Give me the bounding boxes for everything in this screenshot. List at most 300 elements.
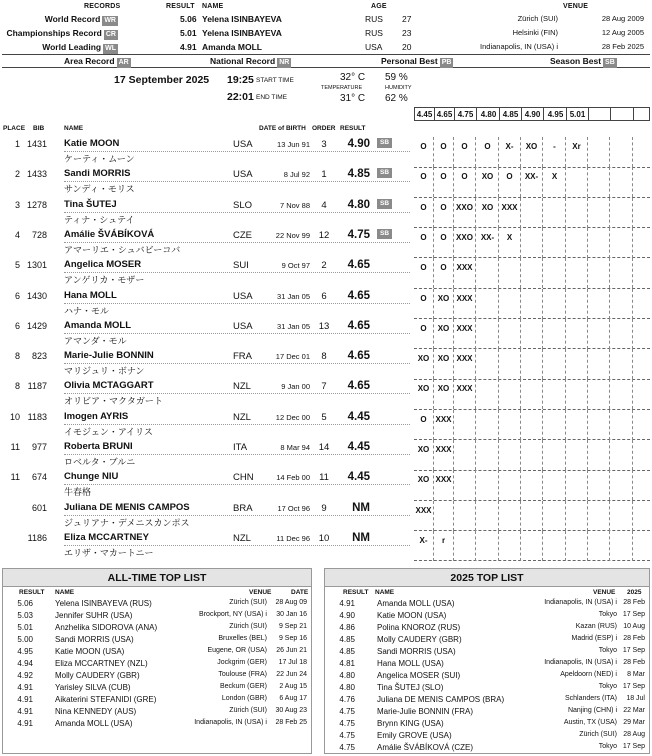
- season-best-badge: SB: [377, 138, 392, 148]
- athlete-bib: 1431: [26, 139, 47, 149]
- attempt-cell: [588, 258, 610, 288]
- attempt-cell: [477, 319, 499, 349]
- order-col-header: ORDER: [312, 125, 336, 132]
- attempt-cell: [566, 289, 588, 319]
- toplist-date: 17 Sep: [622, 611, 645, 618]
- athlete-name: Imogen AYRIS: [64, 410, 129, 422]
- attempt-cell: [566, 531, 588, 561]
- toplist-name: Molly CAUDERY (GBR): [55, 671, 140, 680]
- athlete-name-japanese: エリザ・マカートニー: [64, 547, 154, 558]
- attempt-cell: [477, 349, 499, 379]
- athlete-place: 2: [14, 169, 20, 180]
- toplist2025-row: [325, 683, 649, 695]
- toplist-name: Juliana DE MENIS CAMPOS (BRA): [377, 695, 505, 704]
- athlete-row: [0, 228, 652, 259]
- attempt-cell: X: [544, 167, 566, 197]
- athlete-country: BRA: [233, 502, 253, 514]
- athlete-country: NZL: [233, 381, 251, 393]
- toplist-date: 22 Mar: [623, 707, 645, 714]
- attempt-cell: [521, 228, 543, 258]
- attempt-cell: [566, 228, 588, 258]
- toplist-result: 5.01: [17, 623, 33, 632]
- alltime-row: [3, 695, 311, 707]
- attempt-cell: O: [414, 258, 434, 288]
- toplist-date: 28 Feb: [623, 635, 645, 642]
- athlete-bib: 601: [31, 502, 47, 513]
- toplist-result: 4.85: [339, 635, 355, 644]
- humidity-end: 62 %: [385, 93, 408, 104]
- record-venue: Zürich (SUI): [517, 14, 558, 23]
- athlete-name: Hana MOLL: [64, 289, 117, 301]
- athlete-place: 11: [10, 442, 20, 452]
- toplist2025-row: [325, 611, 649, 623]
- attempt-cell: O: [454, 137, 476, 167]
- name-col-header: NAME: [64, 125, 84, 132]
- attempt-cell: [633, 501, 652, 531]
- record-tag: WR: [104, 17, 116, 24]
- attempt-cell: [566, 349, 588, 379]
- toplist-date: 18 Jul: [626, 695, 645, 702]
- athlete-order: 9: [321, 502, 327, 514]
- toplist-date: 28 Aug 09: [275, 599, 307, 606]
- toplist-result: 4.75: [339, 719, 355, 728]
- athlete-name: Katie MOON: [64, 138, 120, 149]
- record-label: [6, 28, 118, 40]
- name-divider: [64, 151, 410, 152]
- alltime-row: [3, 599, 311, 611]
- record-label: [45, 14, 118, 26]
- toplist-venue: London (GBR): [221, 695, 267, 702]
- attempt-cell: XO: [414, 440, 434, 470]
- attempt-cell: XXX: [434, 470, 454, 500]
- toplist-name: Molly CAUDERY (GBR): [377, 635, 462, 644]
- toplist-venue: Bruxelles (BEL): [218, 635, 267, 642]
- attempt-cell: [588, 289, 610, 319]
- attempt-cell: [566, 258, 588, 288]
- athlete-bib: 1278: [26, 199, 47, 210]
- legend-season-tag: SB: [605, 59, 615, 66]
- attempt-cell: [588, 228, 610, 258]
- attempt-cell: [544, 319, 566, 349]
- athlete-name-japanese: イモジェン・アイリス: [64, 426, 153, 437]
- dob-col-header: DATE of BIRTH: [259, 125, 306, 132]
- attempt-cell: XXX: [454, 319, 476, 349]
- toplist-name: Katie MOON (USA): [55, 647, 125, 656]
- athlete-name: Juliana DE MENIS CAMPOS: [64, 501, 190, 513]
- toplist-name: Polina KNOROZ (RUS): [377, 623, 461, 632]
- athlete-place: 8: [14, 351, 20, 362]
- athlete-country: USA: [233, 139, 253, 150]
- attempt-cell: [454, 501, 476, 531]
- athlete-row: [0, 531, 652, 562]
- attempts-grid: [414, 531, 650, 562]
- toplist-date: 17 Sep: [622, 743, 645, 750]
- attempt-cell: O: [434, 167, 454, 197]
- record-name: Yelena ISINBAYEVA: [202, 28, 282, 38]
- attempt-cell: XXX: [454, 258, 476, 288]
- toplist2025-row: [325, 635, 649, 647]
- toplist-venue: Apeldoorn (NED) i: [560, 671, 617, 678]
- attempt-cell: XO: [434, 319, 454, 349]
- attempt-cell: [633, 228, 652, 258]
- toplist-result: 5.00: [17, 635, 33, 644]
- attempt-cell: O: [414, 228, 434, 258]
- toplist-date: 30 Aug 23: [275, 707, 307, 714]
- attempt-cell: [633, 167, 652, 197]
- toplist-name: Angelica MOSER (SUI): [377, 671, 461, 680]
- athlete-row: [0, 410, 652, 441]
- athlete-name-japanese: オリビア・マクタガート: [64, 396, 163, 407]
- athlete-name: Marie-Julie BONNIN: [64, 350, 154, 362]
- toplist-result: 4.92: [17, 671, 33, 680]
- athlete-bib: 1430: [26, 290, 47, 301]
- attempt-cell: [633, 440, 652, 470]
- legend-area-record: [64, 56, 131, 68]
- athlete-dob: 7 Nov 88: [279, 200, 310, 210]
- toplist-venue: Tokyo: [598, 611, 617, 618]
- toplist-name: Tina ŠUTEJ (SLO): [377, 683, 444, 692]
- attempt-cell: XO: [477, 167, 499, 197]
- attempt-cell: [499, 531, 521, 561]
- athlete-result: 4.65: [347, 259, 370, 272]
- height-bar-blank: [634, 108, 652, 121]
- alltime-row: [3, 611, 311, 623]
- athlete-result: NM: [352, 531, 370, 544]
- athlete-bib: 1429: [26, 320, 47, 331]
- athlete-result: 4.85: [347, 168, 370, 181]
- toplist-venue: Tokyo: [598, 743, 617, 750]
- attempt-cell: [521, 198, 543, 228]
- toplist-venue-header: VENUE: [593, 589, 616, 596]
- attempt-cell: [611, 410, 633, 440]
- athlete-row: [0, 470, 652, 501]
- attempt-cell: [611, 228, 633, 258]
- toplist-name: Marie-Julie BONNIN (FRA): [377, 707, 474, 716]
- attempt-cell: [611, 289, 633, 319]
- toplist-venue: Indianapolis, IN (USA) i: [194, 719, 267, 726]
- alltime-row: [3, 647, 311, 659]
- athlete-result: 4.45: [347, 441, 370, 453]
- toplist-date: 28 Aug: [623, 731, 645, 738]
- attempt-cell: O: [414, 198, 434, 228]
- alltime-row: [3, 683, 311, 695]
- attempt-cell: [566, 198, 588, 228]
- name-divider: [64, 303, 410, 304]
- alltime-row: [3, 659, 311, 671]
- athlete-order: 7: [321, 381, 327, 393]
- attempt-cell: XX-: [521, 167, 543, 197]
- attempt-cell: XO: [414, 379, 434, 409]
- attempt-cell: [499, 319, 521, 349]
- venue-col-label: VENUE: [563, 3, 589, 10]
- attempt-cell: [544, 501, 566, 531]
- attempt-cell: [588, 137, 610, 167]
- attempt-cell: [611, 167, 633, 197]
- place-col-header: PLACE: [3, 125, 26, 132]
- toplist-result: 4.86: [339, 623, 355, 632]
- toplist-name: Hana MOLL (USA): [377, 659, 444, 668]
- name-divider: [64, 363, 410, 364]
- attempt-cell: [454, 440, 476, 470]
- end-time-label: END TIME: [256, 94, 287, 101]
- athlete-bib: 674: [31, 472, 47, 483]
- attempt-cell: [633, 289, 652, 319]
- athlete-country: USA: [233, 320, 253, 332]
- athlete-bib: 1186: [27, 532, 47, 543]
- legend-season-label: Season Best: [550, 56, 602, 66]
- height-bar-4.75: 4.75: [455, 108, 477, 121]
- record-row: [0, 26, 652, 40]
- athlete-name-japanese: ケーティ・ムーン: [64, 154, 135, 164]
- athlete-row: [0, 137, 652, 168]
- attempt-cell: [611, 470, 633, 500]
- athlete-country: CHN: [233, 472, 254, 484]
- athlete-order: 2: [321, 260, 327, 272]
- toplist-venue: Beckum (GER): [219, 683, 267, 690]
- attempt-cell: Xr: [566, 137, 588, 167]
- toplist-result: 4.90: [339, 611, 355, 620]
- alltime-date-header: DATE: [291, 589, 309, 596]
- athlete-row: [0, 258, 652, 289]
- attempt-cell: [588, 319, 610, 349]
- attempt-cell: [566, 319, 588, 349]
- attempt-cell: XXO: [454, 228, 476, 258]
- end-time: 22:01: [227, 91, 254, 103]
- athlete-dob: 11 Dec 96: [276, 533, 310, 543]
- toplist-result: 4.80: [339, 671, 355, 680]
- attempt-cell: [499, 379, 521, 409]
- attempt-cell: [566, 167, 588, 197]
- record-label-text: Championships Record: [6, 28, 102, 38]
- athlete-order: 1: [321, 169, 327, 181]
- athlete-bib: 1433: [26, 169, 47, 180]
- attempt-cell: [588, 531, 610, 561]
- attempts-grid: [414, 379, 650, 410]
- attempt-cell: [544, 349, 566, 379]
- attempt-cell: [633, 531, 652, 561]
- athlete-place: 4: [14, 229, 20, 240]
- attempt-cell: [521, 289, 543, 319]
- legend-area-tag: AR: [118, 59, 129, 66]
- alltime-row: [3, 623, 311, 635]
- toplist-venue: Nanjing (CHN) i: [567, 707, 617, 714]
- attempt-cell: [544, 228, 566, 258]
- athlete-name-japanese: アンゲリカ・モザー: [64, 275, 145, 286]
- athlete-name: Olivia MCTAGGART: [64, 380, 154, 392]
- alltime-venue-header: VENUE: [249, 589, 272, 596]
- athlete-place: 8: [14, 381, 20, 392]
- attempt-cell: XO: [414, 349, 434, 379]
- toplist-result: 4.91: [339, 599, 355, 608]
- athlete-order: 10: [318, 532, 330, 544]
- season-best-badge: SB: [377, 168, 392, 178]
- legend-personal-label: Personal Best: [381, 56, 438, 66]
- legend-season-best: [550, 56, 617, 68]
- athlete-dob: 14 Feb 00: [276, 473, 310, 483]
- alltime-title: ALL-TIME TOP LIST: [3, 569, 311, 587]
- record-label-text: World Leading: [42, 42, 102, 52]
- attempt-cell: [611, 440, 633, 470]
- athlete-name-japanese: ティナ・シュテイ: [64, 214, 135, 225]
- athlete-name-japanese: アマンダ・モル: [64, 335, 127, 346]
- toplist2025-row: [325, 731, 649, 743]
- athlete-country: FRA: [233, 351, 252, 363]
- toplist-date: 2 Aug 15: [279, 683, 307, 690]
- toplist2025-row: [325, 695, 649, 707]
- athlete-place: 1: [14, 139, 20, 149]
- toplist-venue: Tokyo: [598, 683, 617, 690]
- attempt-cell: XO: [477, 198, 499, 228]
- attempt-cell: O: [414, 319, 434, 349]
- toplist-date: 9 Sep 16: [278, 635, 307, 642]
- legend-area-label: Area Record: [64, 56, 115, 66]
- height-bar-blank: [589, 108, 611, 121]
- alltime-row: [3, 635, 311, 647]
- attempt-cell: [611, 319, 633, 349]
- toplist-date: 30 Jan 16: [276, 611, 307, 618]
- toplist-date: 9 Sep 21: [278, 623, 307, 630]
- attempt-cell: [566, 470, 588, 500]
- attempt-cell: XXX: [454, 379, 476, 409]
- attempt-cell: [588, 349, 610, 379]
- attempt-cell: [566, 440, 588, 470]
- toplist-date: 28 Feb 25: [275, 719, 307, 726]
- attempt-cell: [633, 349, 652, 379]
- toplist-venue: Zürich (SUI): [229, 707, 267, 714]
- attempt-cell: O: [434, 258, 454, 288]
- athlete-dob: 22 Nov 99: [275, 230, 310, 240]
- attempt-cell: XXX: [454, 289, 476, 319]
- alltime-row: [3, 719, 311, 731]
- record-age: 27: [402, 14, 412, 24]
- athlete-result: NM: [352, 501, 370, 514]
- athlete-row: [0, 289, 652, 320]
- name-divider: [64, 454, 410, 455]
- toplist-result: 4.75: [339, 743, 355, 752]
- toplist-result-header: RESULT: [343, 589, 369, 596]
- attempt-cell: X: [499, 228, 521, 258]
- attempts-grid: [414, 319, 650, 350]
- athlete-row: [0, 319, 652, 350]
- attempt-cell: [521, 258, 543, 288]
- toplist-name: Nina KENNEDY (AUS): [55, 707, 137, 716]
- toplist-2025-title: 2025 TOP LIST: [325, 569, 649, 587]
- athlete-bib: 823: [31, 351, 47, 362]
- athlete-name: Chunge NIU: [64, 471, 119, 483]
- toplist-2025: [324, 568, 650, 754]
- athlete-bib: 1301: [26, 260, 47, 271]
- toplist-name: Amanda MOLL (USA): [55, 719, 133, 728]
- attempt-cell: O: [499, 167, 521, 197]
- toplist2025-row: [325, 671, 649, 683]
- attempts-grid: [414, 167, 650, 198]
- attempt-cell: [633, 258, 652, 288]
- attempt-cell: [544, 410, 566, 440]
- athlete-dob: 9 Jan 00: [281, 382, 310, 392]
- athlete-name: Tina ŠUTEJ: [64, 198, 117, 210]
- attempts-grid: [414, 137, 650, 168]
- attempt-cell: [477, 410, 499, 440]
- toplist-venue: Zürich (SUI): [229, 623, 267, 630]
- record-date: 28 Aug 2009: [601, 14, 644, 23]
- attempt-cell: [499, 501, 521, 531]
- attempts-grid: [414, 349, 650, 380]
- humidity-start: 59 %: [385, 72, 408, 83]
- attempt-cell: [588, 167, 610, 197]
- toplist-name: Sandi MORRIS (USA): [377, 647, 456, 656]
- toplist-date: 17 Jul 18: [278, 659, 307, 666]
- name-divider: [64, 393, 410, 394]
- toplist-date: 26 Jun 21: [276, 647, 307, 654]
- toplist-venue: Eugene, OR (USA): [207, 647, 267, 654]
- legend-personal-tag: PB: [441, 59, 452, 66]
- attempts-grid: [414, 501, 650, 532]
- athlete-name-japanese: ロベルタ・ブルニ: [64, 457, 136, 467]
- record-name: Yelena ISINBAYEVA: [202, 14, 282, 24]
- attempt-cell: [611, 531, 633, 561]
- attempt-cell: XO: [414, 470, 434, 500]
- athlete-bib: 728: [31, 229, 47, 240]
- athlete-result: 4.65: [347, 319, 370, 332]
- attempt-cell: [611, 379, 633, 409]
- athlete-place: 6: [14, 290, 20, 301]
- attempt-cell: [499, 258, 521, 288]
- attempt-cell: XO: [434, 349, 454, 379]
- toplist-result: 4.85: [339, 647, 355, 656]
- toplist2025-row: [325, 707, 649, 719]
- athlete-order: 13: [318, 320, 330, 332]
- attempt-cell: [611, 198, 633, 228]
- athlete-name: Sandi MORRIS: [64, 168, 131, 180]
- bib-col-header: BIB: [33, 125, 45, 132]
- attempt-cell: [477, 470, 499, 500]
- toplist-result: 4.94: [17, 659, 33, 668]
- attempt-cell: [454, 531, 476, 561]
- name-divider: [64, 484, 410, 485]
- attempt-cell: [454, 410, 476, 440]
- toplist-name: Yarisley SILVA (CUB): [55, 683, 131, 692]
- toplist-result: 4.76: [339, 695, 355, 704]
- height-bar-4.95: 4.95: [545, 108, 567, 121]
- toplist-name: Brynn KING (USA): [377, 719, 444, 728]
- record-country: RUS: [365, 14, 383, 24]
- athlete-order: 3: [321, 139, 327, 150]
- athlete-dob: 13 Jun 91: [277, 140, 310, 149]
- athlete-row: [0, 440, 652, 471]
- athlete-name-japanese: サンディ・モリス: [64, 184, 135, 195]
- name-divider: [64, 272, 410, 273]
- temperature-start: 32° C: [340, 72, 366, 83]
- attempts-grid: [414, 289, 650, 320]
- attempt-cell: [521, 410, 543, 440]
- attempt-cell: [588, 470, 610, 500]
- attempt-cell: O: [434, 198, 454, 228]
- toplist-venue: Madrid (ESP) i: [571, 635, 617, 642]
- attempt-cell: [521, 319, 543, 349]
- athlete-order: 14: [318, 442, 330, 453]
- attempt-cell: [544, 379, 566, 409]
- height-bar-4.90: 4.90: [522, 108, 544, 121]
- athlete-row: [0, 167, 652, 198]
- toplist-name: Yelena ISINBAYEVA (RUS): [55, 599, 152, 608]
- attempt-cell: XO: [521, 137, 543, 167]
- attempt-cell: XXX: [414, 501, 434, 531]
- record-country: USA: [365, 42, 383, 52]
- attempt-cell: [499, 289, 521, 319]
- attempts-grid: [414, 258, 650, 289]
- athlete-place: 5: [14, 260, 20, 271]
- season-best-badge: SB: [377, 229, 392, 239]
